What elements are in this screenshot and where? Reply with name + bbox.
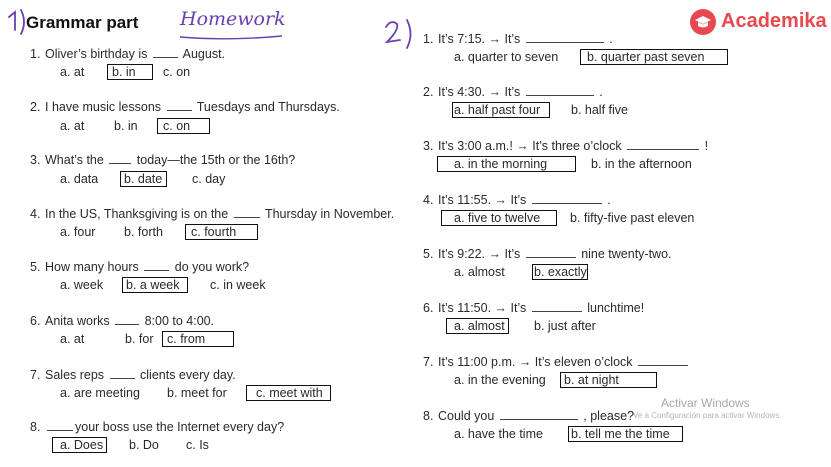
question-6 [30,314,214,328]
options-row [454,103,754,119]
question-6 [423,301,644,315]
question-7 [423,355,690,369]
selected-answer-box [437,156,576,172]
question-text-after: . [607,193,611,207]
question-text-before: Anita works [45,314,110,328]
answer-blank[interactable] [627,139,699,150]
options-row [454,157,754,173]
question-2 [423,85,603,99]
answer-option[interactable]: a. data [60,172,99,186]
activation-watermark-title: Activar Windows [661,396,750,410]
page-title: Grammar part [26,13,139,32]
answer-option[interactable]: b. in [112,65,136,79]
question-text-before: How many hours [45,260,139,274]
options-row [454,50,754,66]
options-row [454,265,754,281]
selected-answer-box [532,264,588,280]
question-number: 5. [423,247,434,261]
answer-option[interactable]: a. at [60,65,85,79]
question-1 [30,47,225,61]
answer-option[interactable]: b. exactly [534,265,587,279]
answer-blank[interactable] [500,409,578,420]
question-5 [423,247,672,261]
answer-option[interactable]: c. fourth [191,225,237,239]
answer-option[interactable]: a. in the evening [454,373,546,387]
answer-option[interactable]: a. at [60,119,85,133]
question-number: 7. [423,355,434,369]
answer-blank[interactable] [526,247,576,258]
question-1 [423,32,613,46]
question-text-after: Tuesdays and Thursdays. [196,100,340,114]
options-row [60,119,360,135]
question-number: 1. [423,32,434,46]
answer-blank[interactable] [234,207,260,218]
question-text-after: 8:00 to 4:00. [144,314,215,328]
options-row [454,211,754,227]
question-number: 6. [423,301,434,315]
selected-answer-box [122,277,188,293]
options-row [60,278,360,294]
question-number: 7. [30,368,41,382]
answer-option[interactable]: a. four [60,225,96,239]
answer-blank[interactable] [532,301,582,312]
answer-blank[interactable] [526,85,594,96]
question-number: 5. [30,260,41,274]
academika-logo [690,8,825,36]
answer-blank[interactable] [526,32,604,43]
graduation-cap-icon [690,9,716,35]
answer-option[interactable]: c. meet with [256,386,323,400]
question-text-before: It’s 9:22. → It’s [438,247,521,261]
selected-answer-box [446,318,509,334]
answer-option[interactable]: a. are meeting [60,386,140,400]
answer-option[interactable]: b. Do [129,438,159,452]
question-text-before: It’s 11:50. → It’s [438,301,527,315]
options-row [60,438,360,454]
answer-option[interactable]: b. date [124,172,163,186]
answer-option[interactable]: b. at night [564,373,619,387]
question-text-after: . [609,32,613,46]
question-text-after: your boss use the Internet every day? [75,420,285,434]
question-7 [30,368,236,382]
question-text-after: . [599,85,603,99]
answer-option[interactable]: a. half past four [454,103,541,117]
answer-option[interactable]: b. in [114,119,138,133]
answer-blank[interactable] [167,100,192,111]
answer-option[interactable]: c. Is [186,438,209,452]
question-text-after: Thursday in November. [264,207,395,221]
homework-tag: Homework [180,8,286,30]
question-text-after: do you work? [174,260,250,274]
answer-blank[interactable] [638,355,688,366]
answer-option[interactable]: c. in week [210,278,266,292]
answer-blank[interactable] [110,368,135,379]
question-text-after: nine twenty-two. [581,247,672,261]
question-8 [423,409,634,423]
answer-blank[interactable] [153,47,178,58]
question-3 [423,139,708,153]
question-8 [30,420,284,434]
question-text-before: Could you [438,409,495,423]
question-text-after: August. [182,47,226,61]
question-number: 2. [30,100,41,114]
question-text-after: ! [704,139,709,153]
options-row [60,386,360,402]
answer-option[interactable]: a. have the time [454,427,543,441]
question-number: 3. [30,153,41,167]
answer-blank[interactable] [47,420,73,431]
answer-option[interactable]: c. on [163,65,191,79]
selected-answer-box [441,210,557,226]
answer-option[interactable]: c. day [192,172,226,186]
answer-blank[interactable] [144,260,169,271]
question-number: 8. [423,409,434,423]
answer-option[interactable]: a. almost [454,265,505,279]
question-number: 4. [30,207,41,221]
question-text-after: today—the 15th or the 16th? [136,153,296,167]
selected-answer-box [157,118,210,134]
section-1-number [5,8,27,36]
section-2-number [383,18,417,50]
question-2 [30,100,340,114]
question-text-before: What’s the [45,153,104,167]
answer-blank[interactable] [115,314,139,325]
answer-option[interactable]: b. quarter past seven [587,50,705,64]
question-4 [423,193,611,207]
question-text-before: Sales reps [45,368,105,382]
answer-option[interactable]: b. meet for [167,386,227,400]
question-text-after: clients every day. [140,368,236,382]
answer-option[interactable]: b. for [125,332,154,346]
question-text-before: It’s 11:55. → It’s [438,193,527,207]
answer-option[interactable]: c. on [163,119,191,133]
answer-option[interactable]: b. fifty-five past eleven [570,211,695,225]
options-row [60,332,360,348]
question-number: 8. [30,420,41,434]
question-text-before: It’s 3:00 a.m.! → It’s three o’clock [438,139,622,153]
options-row [60,172,360,188]
question-text-before: In the US, Thanksgiving is on the [45,207,229,221]
question-text-before: It’s 4:30. → It’s [438,85,521,99]
question-text-before: Oliver’s birthday is [45,47,148,61]
question-text-after: lunchtime! [587,301,645,315]
options-row [454,319,754,335]
question-number: 6. [30,314,41,328]
question-text-before: It’s 11:00 p.m. → It’s eleven o’clock [438,355,633,369]
answer-option[interactable]: b. forth [124,225,163,239]
question-text-before: I have music lessons [45,100,162,114]
selected-answer-box [560,372,657,388]
selected-answer-box [185,224,258,240]
answer-option[interactable]: c. from [167,332,206,346]
answer-blank[interactable] [532,193,602,204]
selected-answer-box [580,49,728,65]
answer-option[interactable]: a. in the morning [454,157,548,171]
options-row [454,373,754,389]
answer-option[interactable]: a. at [60,332,85,346]
selected-answer-box [162,331,234,347]
answer-option[interactable]: a. quarter to seven [454,50,559,64]
answer-option[interactable]: a. almost [454,319,505,333]
activation-watermark-text: Ve a Configuración para activar Windows. [633,411,782,420]
homework-underline [178,30,286,40]
selected-answer-box [52,437,107,453]
question-number: 2. [423,85,434,99]
options-row [60,65,360,81]
question-5 [30,260,249,274]
answer-option[interactable]: a. five to twelve [454,211,541,225]
answer-option[interactable]: b. in the afternoon [591,157,692,171]
question-number: 4. [423,193,434,207]
selected-answer-box [246,385,331,401]
question-number: 1. [30,47,41,61]
selected-answer-box [452,102,550,118]
question-text-before: It’s 7:15. → It’s [438,32,521,46]
selected-answer-box [107,64,153,80]
question-text-after: , please? [583,409,634,423]
question-3 [30,153,295,167]
logo-text: Academika [721,10,827,32]
answer-option[interactable]: a. Does [60,438,104,452]
question-4 [30,207,394,221]
question-number: 3. [423,139,434,153]
answer-blank[interactable] [109,153,131,164]
answer-option[interactable]: b. just after [534,319,596,333]
selected-answer-box [568,426,683,442]
options-row [454,427,754,443]
options-row [60,225,360,241]
answer-option[interactable]: b. a week [126,278,180,292]
answer-option[interactable]: b. tell me the time [571,427,670,441]
answer-option[interactable]: b. half five [571,103,628,117]
answer-option[interactable]: a. week [60,278,104,292]
selected-answer-box [120,171,167,187]
